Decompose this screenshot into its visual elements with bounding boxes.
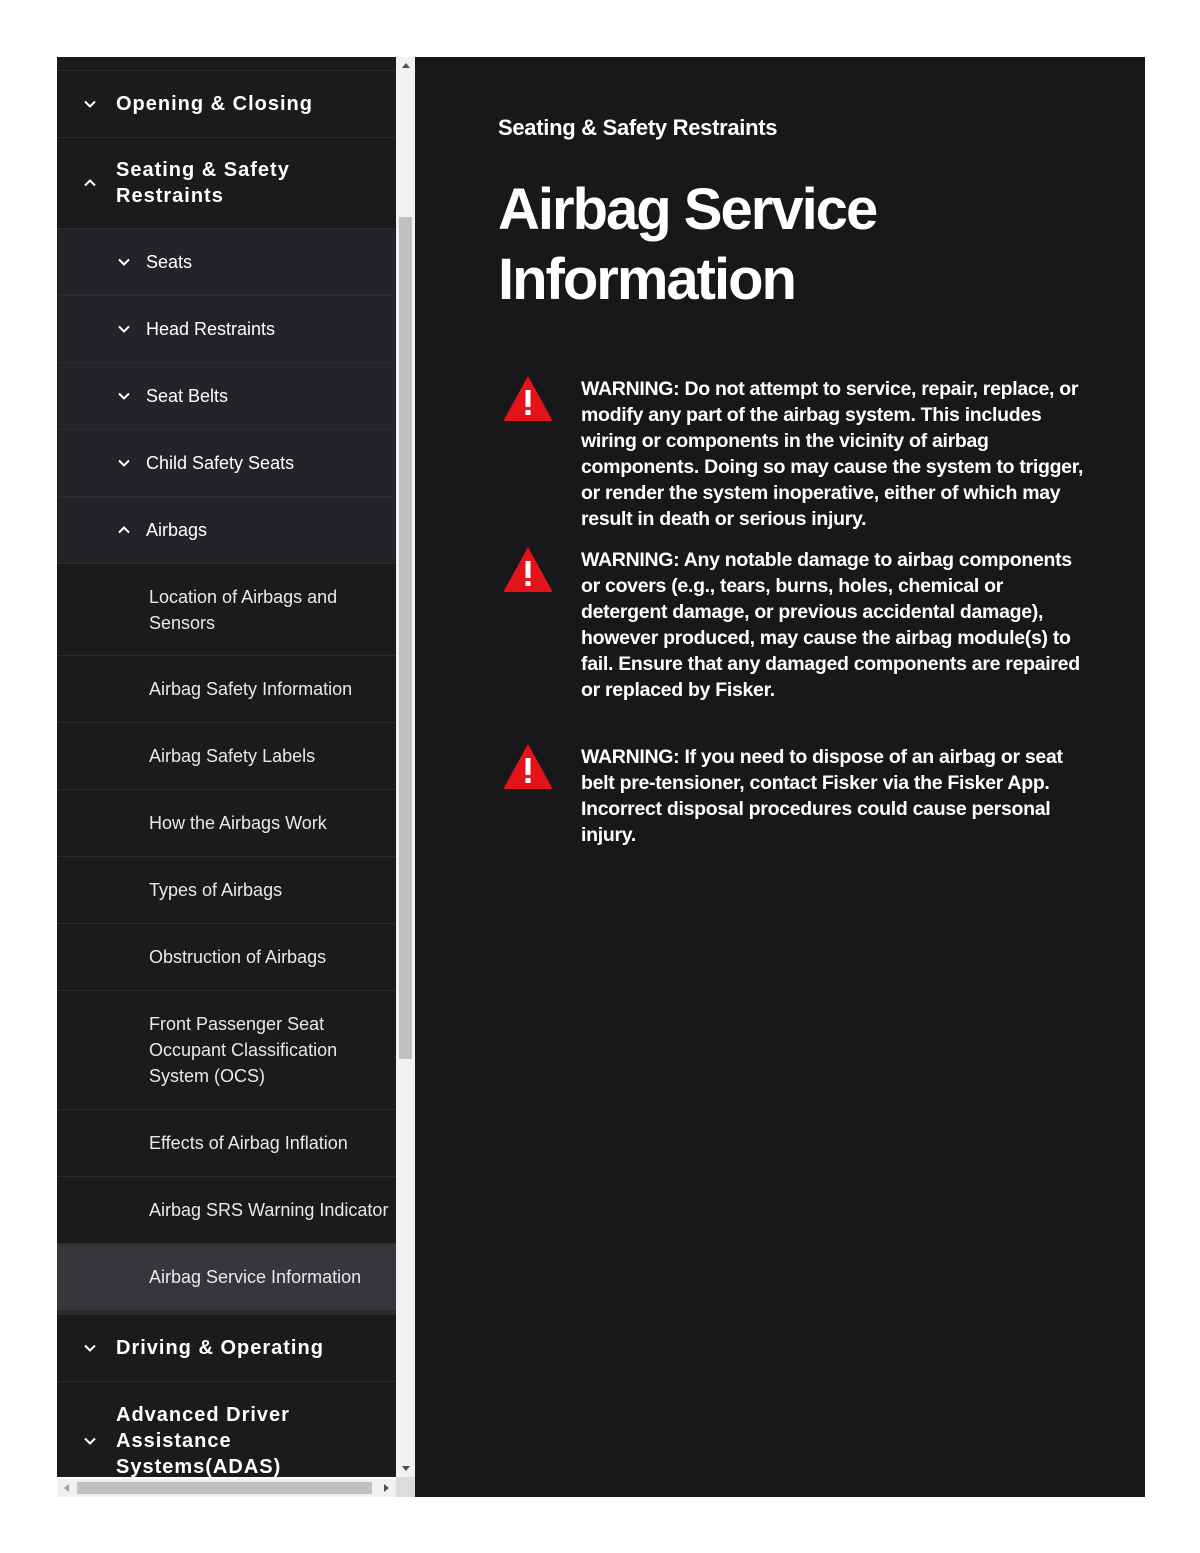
sidebar-item-label: Effects of Airbag Inflation [149, 1133, 348, 1153]
sidebar-item-label: Airbag Safety Information [149, 679, 353, 699]
sidebar-nav [57, 57, 415, 1497]
warning-text: WARNING: If you need to dispose of an airbag or seat belt pre-tensioner, contact Fisker via the Fisker App. Incorrect disposal procedures could cause personal injury. [581, 746, 1063, 846]
sidebar-item-driving-operating[interactable] [57, 1311, 396, 1382]
sidebar-item-front-passenger-ocs[interactable] [57, 991, 396, 1110]
sidebar-item-airbag-service-information[interactable] [57, 1244, 396, 1311]
warning-triangle-icon [503, 744, 553, 790]
arrow-up-icon [402, 63, 410, 68]
sidebar-item-label: Types of Airbags [149, 880, 283, 900]
sidebar-item-head-restraints[interactable] [57, 296, 396, 363]
sidebar-item-child-safety-seats[interactable] [57, 430, 396, 497]
sidebar-item-airbag-safety-labels[interactable] [57, 723, 396, 790]
chevron-down-icon [118, 459, 130, 467]
warning-text: WARNING: Any notable damage to airbag components or covers (e.g., tears, burns, holes, chemical or detergent damage, or previous accidental damage), however produced, may cause the airbag module(s) to fail. Ensure that any damaged components are repaired or replaced by Fisker. [581, 549, 1080, 701]
chevron-down-icon [84, 100, 96, 108]
chevron-down-icon [118, 325, 130, 333]
sidebar-item-label: How the Airbags Work [149, 813, 327, 833]
chevron-down-icon [84, 1437, 96, 1445]
chevron-up-icon [118, 526, 130, 534]
sidebar-item-label: Seats [146, 252, 193, 272]
warning-triangle-icon [503, 547, 553, 593]
arrow-down-icon [402, 1466, 410, 1471]
sidebar-item-label: Airbag Service Information [149, 1267, 362, 1287]
sidebar-item-opening-closing[interactable] [57, 71, 396, 138]
warning-block [503, 376, 1103, 532]
sidebar-item-label: Advanced Driver Assistance Systems(ADAS) [116, 1403, 290, 1477]
horizontal-scrollbar[interactable] [57, 1479, 396, 1497]
scroll-down-button[interactable] [396, 1460, 415, 1477]
nav-row-partial [57, 57, 396, 71]
sidebar-item-label: Airbags [146, 520, 208, 540]
sidebar-item-label: Airbag Safety Labels [149, 746, 316, 766]
vertical-scroll-thumb[interactable] [399, 217, 412, 1059]
sidebar-item-label: Seating & Safety Restraints [116, 159, 290, 207]
sidebar-item-label: Driving & Operating [116, 1337, 324, 1359]
sidebar-item-seats[interactable] [57, 229, 396, 296]
sidebar-item-types-of-airbags[interactable] [57, 857, 396, 924]
sidebar-item-obstruction-of-airbags[interactable] [57, 924, 396, 991]
arrow-left-icon [64, 1484, 69, 1492]
chevron-down-icon [118, 392, 130, 400]
sidebar-item-airbag-srs-warning-indicator[interactable] [57, 1177, 396, 1244]
scroll-up-button[interactable] [396, 57, 415, 74]
warning-block [503, 547, 1103, 703]
sidebar-item-airbag-safety-information[interactable] [57, 656, 396, 723]
sidebar-item-label: Airbag SRS Warning Indicator [149, 1200, 389, 1220]
sidebar-item-label: Front Passenger Seat Occupant Classification System (OCS) [149, 1014, 338, 1086]
chevron-up-icon [84, 179, 96, 187]
warning-text: WARNING: Do not attempt to service, repair, replace, or modify any part of the airbag system. This includes wiring or components in the vicinity of airbag components. Doing so may cause the system to trigger, or render the system inoperative, either of which may result in death or serious injury. [581, 378, 1084, 530]
sidebar-item-seat-belts[interactable] [57, 363, 396, 430]
scrollbar-corner [396, 1477, 415, 1497]
warning-block [503, 744, 1103, 848]
content-panel [415, 57, 1145, 1497]
arrow-right-icon [384, 1484, 389, 1492]
chevron-down-icon [118, 258, 130, 266]
sidebar-item-label: Obstruction of Airbags [149, 947, 327, 967]
scroll-left-button[interactable] [57, 1479, 75, 1497]
sidebar-item-label: Opening & Closing [116, 93, 313, 115]
sidebar-item-label: Seat Belts [146, 386, 229, 406]
sidebar-item-adas[interactable] [57, 1382, 396, 1477]
sidebar-item-label: Child Safety Seats [146, 453, 295, 473]
page-title: Airbag Service Information [498, 177, 877, 312]
sidebar-item-label: Head Restraints [146, 319, 276, 339]
breadcrumb[interactable]: Seating & Safety Restraints [498, 115, 778, 140]
sidebar-item-airbags[interactable] [57, 497, 396, 564]
chevron-down-icon [84, 1344, 96, 1352]
nav-viewport [57, 57, 396, 1477]
warning-triangle-icon [503, 376, 553, 422]
horizontal-scroll-thumb[interactable] [77, 1482, 372, 1494]
sidebar-item-location-of-airbags[interactable] [57, 564, 396, 656]
nav-list [57, 57, 396, 1477]
scroll-right-button[interactable] [377, 1479, 396, 1497]
vertical-scrollbar[interactable] [396, 57, 415, 1477]
sidebar-item-seating-safety-restraints[interactable] [57, 138, 396, 229]
sidebar-item-how-airbags-work[interactable] [57, 790, 396, 857]
sidebar-item-label: Location of Airbags and Sensors [149, 586, 338, 633]
sidebar-item-effects-of-airbag-inflation[interactable] [57, 1110, 396, 1177]
